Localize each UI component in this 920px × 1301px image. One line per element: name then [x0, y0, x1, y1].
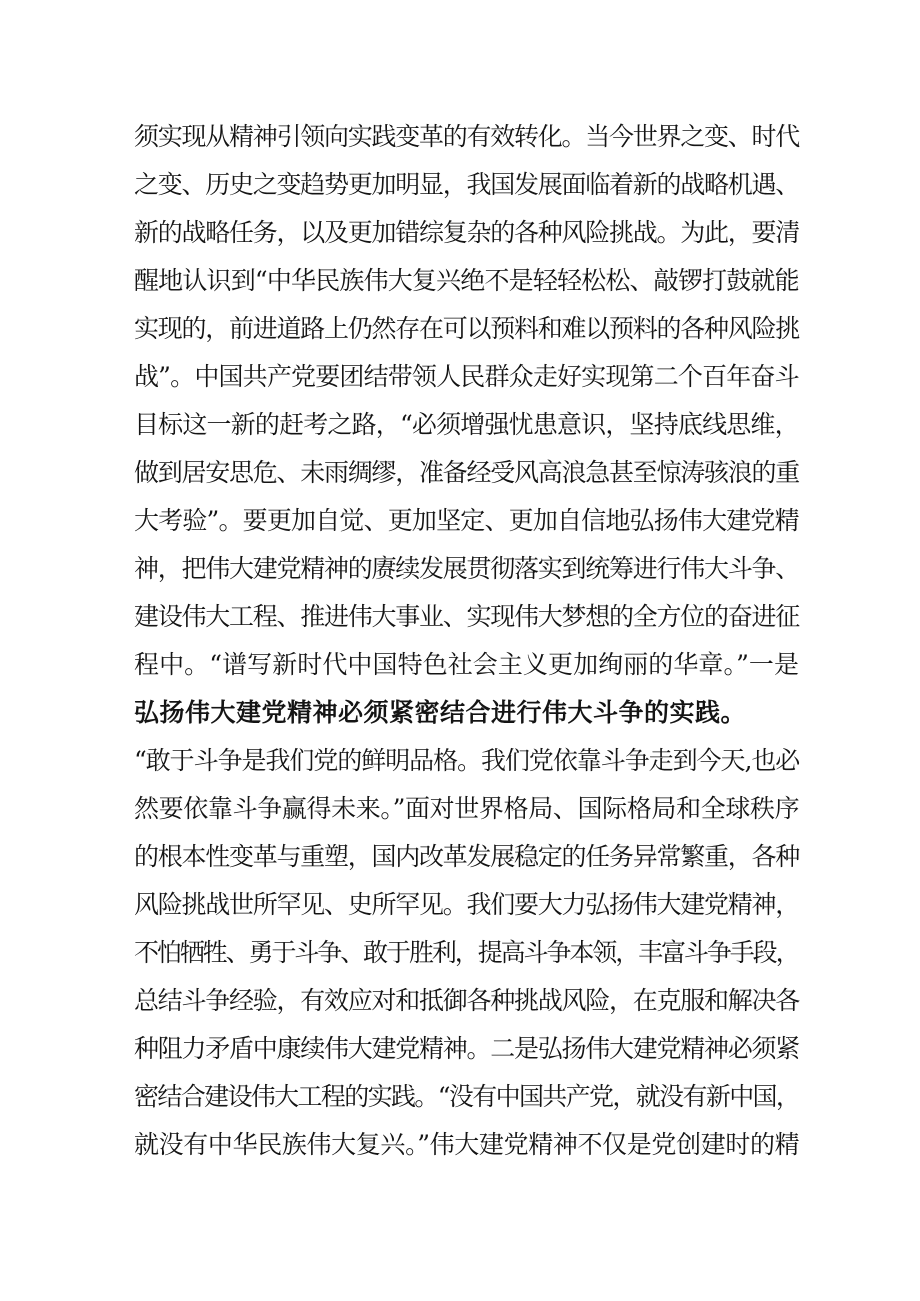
body-text [134, 113, 799, 1169]
bold-text-line: 弘扬伟大建党精神必须紧密结合进行伟大斗争的实践。 [134, 698, 747, 727]
text-line: 然要依靠斗争赢得未来。”面对世界格局、国际格局和全球秩序 [134, 794, 800, 823]
text-line: 之变、历史之变趋势更加明显，我国发展面临着新的战略机遇、 [134, 170, 800, 199]
text-line: 醒地认识到“中华民族伟大复兴绝不是轻轻松松、敲锣打鼓就能 [134, 266, 799, 295]
text-line: 风险挑战世所罕见、史所罕见。我们要大力弘扬伟大建党精神， [134, 890, 800, 919]
text-line: 种阻力矛盾中康续伟大建党精神。二是弘扬伟大建党精神必须紧 [134, 1034, 800, 1063]
text-line: 须实现从精神引领向实践变革的有效转化。当今世界之变、时代 [134, 122, 800, 151]
text-line: 做到居安思危、未雨绸缪，准备经受风高浪急甚至惊涛骇浪的重 [134, 458, 800, 487]
text-line: 的根本性变革与重塑，国内改革发展稳定的任务异常繁重，各种 [134, 842, 800, 871]
text-line: 不怕牺牲、勇于斗争、敢于胜利，提高斗争本领，丰富斗争手段， [134, 938, 799, 967]
text-line: 大考验”。要更加自觉、更加坚定、更加自信地弘扬伟大建党精 [134, 506, 799, 535]
text-line: 程中。“谱写新时代中国特色社会主义更加绚丽的华章。”一是 [134, 650, 800, 679]
text-line: 战”。中国共产党要团结带领人民群众走好实现第二个百年奋斗 [134, 362, 799, 391]
text-line: 新的战略任务，以及更加错综复杂的各种风险挑战。为此，要清 [134, 218, 800, 247]
text-line: 建设伟大工程、推进伟大事业、实现伟大梦想的全方位的奋进征 [134, 602, 800, 631]
text-line: 实现的，前进道路上仍然存在可以预料和难以预料的各种风险挑 [134, 314, 800, 343]
text-line: 神，把伟大建党精神的赓续发展贯彻落实到统筹进行伟大斗争、 [134, 554, 800, 583]
text-line: 密结合建设伟大工程的实践。“没有中国共产党，就没有新中国， [134, 1082, 800, 1111]
text-line: 就没有中华民族伟大复兴。”伟大建党精神不仅是党创建时的精 [134, 1130, 800, 1159]
text-line: 总结斗争经验，有效应对和抵御各种挑战风险，在克服和解决各 [134, 986, 800, 1015]
text-line: “敢于斗争是我们党的鲜明品格。我们党依靠斗争走到今天,也必 [134, 746, 800, 775]
text-line: 目标这一新的赶考之路，“必须增强忧患意识，坚持底线思维， [134, 410, 799, 439]
